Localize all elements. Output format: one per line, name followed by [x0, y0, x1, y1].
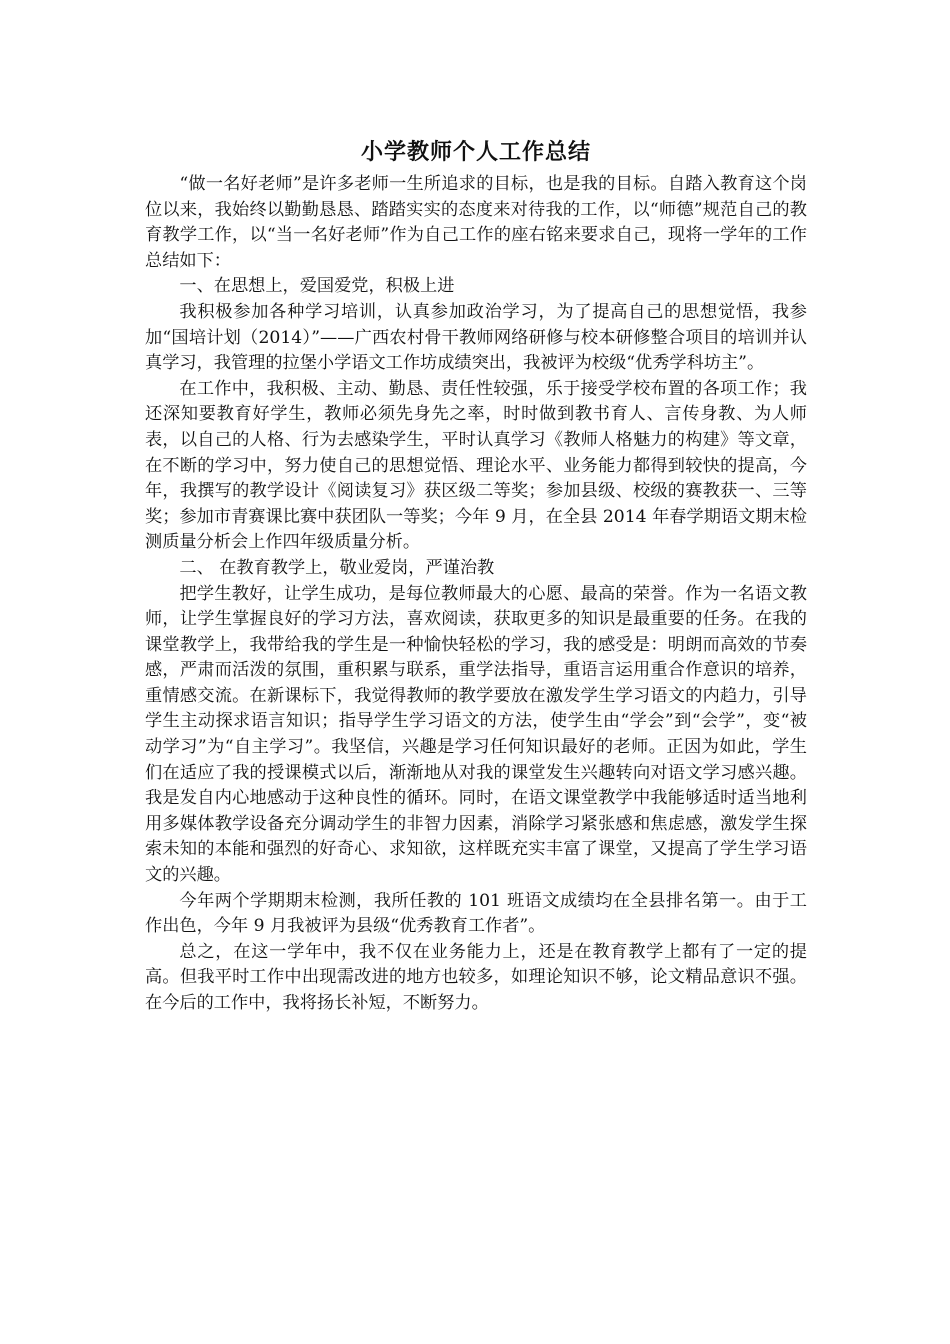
document-page — [145, 138, 807, 1017]
section-2-paragraph-2: 今年两个学期期末检测，我所任教的 101 班语文成绩均在全县排名第一。由于工作出色，今年 9 月我被评为县级“优秀教育工作者”。 — [145, 890, 807, 937]
section-1-heading: 一、在思想上，爱国爱党，积极上进 — [179, 276, 455, 297]
section-1-paragraph-1: 我积极参加各种学习培训，认真参加政治学习，为了提高自己的思想觉悟，我参加“国培计划（2014）”——广西农村骨干教师网络研修与校本研修整合项目的培训并认真学习，我管理的拉堡小学语文工作坊成绩突出，我被评为校级“优秀学科坊主”。 — [145, 301, 807, 374]
section-2-paragraph-1: 把学生教好，让学生成功，是每位教师最大的心愿、最高的荣誉。作为一名语文教师，让学生掌握良好的学习方法，喜欢阅读，获取更多的知识是最重要的任务。在我的课堂教学上，我带给我的学生是一种愉快轻松的学习，我的感受是：明朗而高效的节奏感，严肃而活泼的氛围，重积累与联系，重学法指导，重语言运用重合作意识的培养，重情感交流。在新课标下，我觉得教师的教学要放在激发学生学习语文的内趋力，引导学生主动探求语言知识；指导学生学习语文的方法，使学生由“学会”到“会学”，变“被动学习”为“自主学习”。我坚信，兴趣是学习任何知识最好的老师。正因为如此，学生们在适应了我的授课模式以后，渐渐地从对我的课堂发生兴趣转向对语文学习感兴趣。我是发自内心地感动于这种良性的循环。同时，在语文课堂教学中我能够适时适当地利用多媒体教学设备充分调动学生的非智力因素，消除学习紧张感和焦虑感，激发学生探索未知的本能和强烈的好奇心、求知欲，这样既充实丰富了课堂，又提高了学生学习语文的兴趣。 — [145, 583, 807, 886]
document-title: 小学教师个人工作总结 — [360, 140, 591, 165]
conclusion-paragraph: 总之，在这一学年中，我不仅在业务能力上，还是在教育教学上都有了一定的提高。但我平时工作中出现需改进的地方也较多，如理论知识不够，论文精品意识不强。在今后的工作中，我将扬长补短，不断努力。 — [145, 941, 807, 1013]
section-2-heading: 二、 在教育教学上，敬业爱岗，严谨治教 — [179, 557, 495, 578]
intro-paragraph: “做一名好老师”是许多老师一生所追求的目标，也是我的目标。自踏入教育这个岗位以来，我始终以勤勤恳恳、踏踏实实的态度来对待我的工作，以“师德”规范自己的教育教学工作，以“当一名好老师”作为自己工作的座右铭来要求自己，现将一学年的工作总结如下： — [145, 174, 807, 271]
section-1-paragraph-2: 在工作中，我积极、主动、勤恳、责任性较强，乐于接受学校布置的各项工作；我还深知要教育好学生，教师必须先身先之率，时时做到教书育人、言传身教、为人师表，以自己的人格、行为去感染学生，平时认真学习《教师人格魅力的构建》等文章，在不断的学习中，努力使自己的思想觉悟、理论水平、业务能力都得到较快的提高，今年，我撰写的教学设计《阅读复习》获区级二等奖；参加县级、校级的赛教获一、三等奖；参加市青赛课比赛中获团队一等奖；今年 9 月，在全县 2014 年春学期语文期末检测质量分析会上作四年级质量分析。 — [145, 378, 807, 553]
